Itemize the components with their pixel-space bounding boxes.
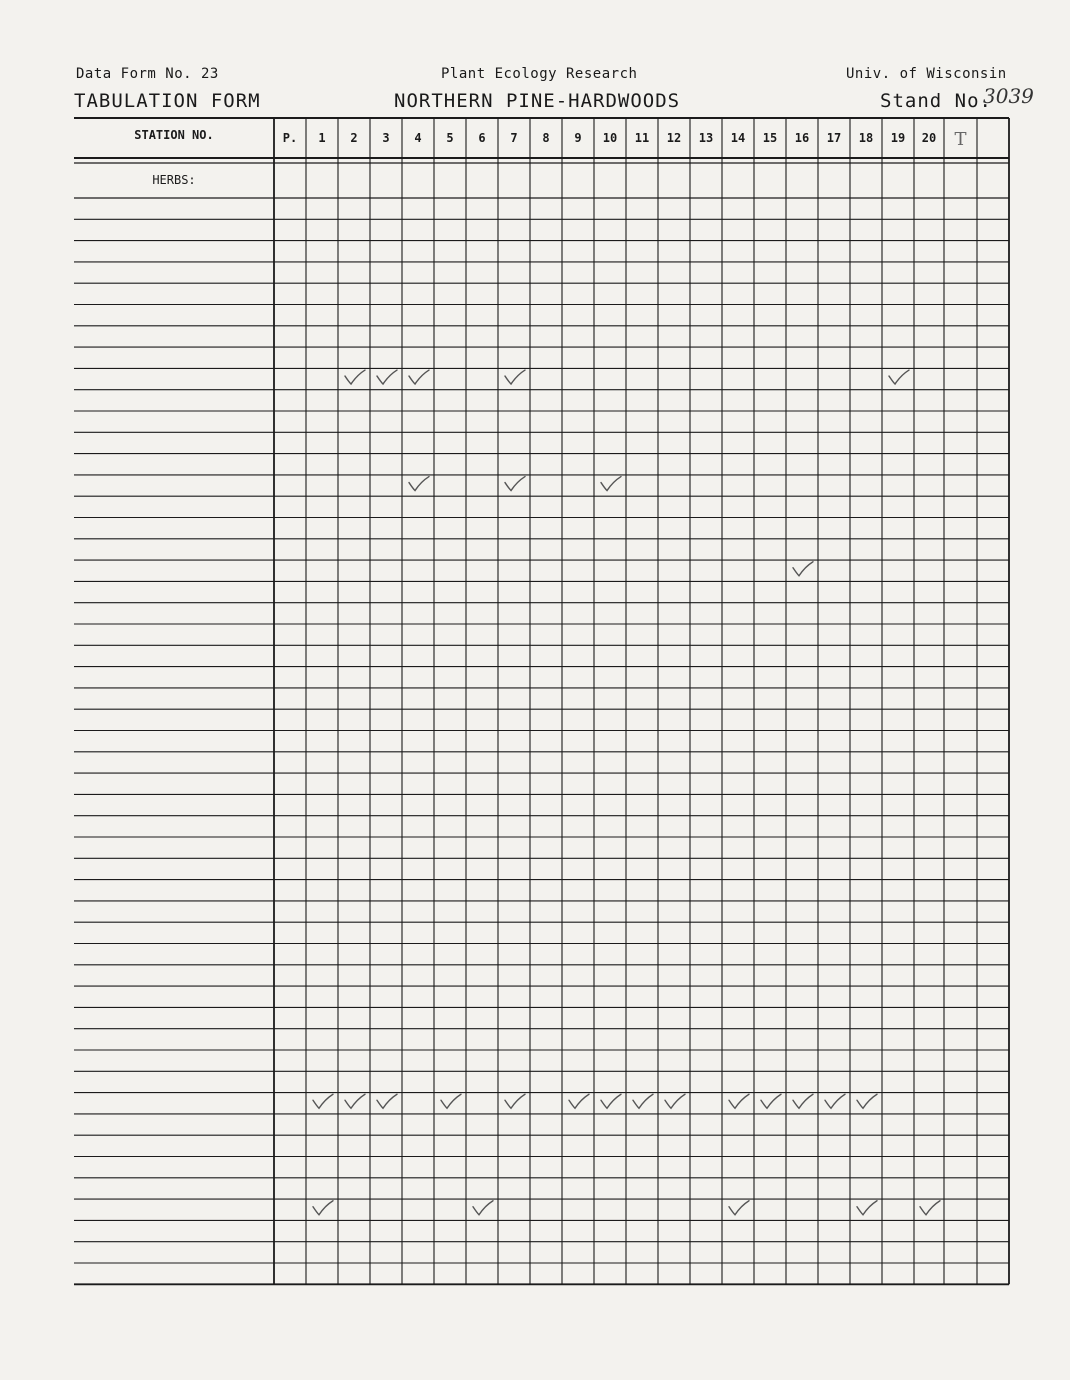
column-header: 6: [478, 131, 486, 145]
check-mark: [345, 370, 365, 384]
check-mark: [505, 477, 525, 491]
check-mark: [665, 1094, 685, 1108]
station-no-label: STATION NO.: [134, 128, 214, 142]
column-header-t: T: [954, 129, 967, 150]
column-header: 8: [542, 131, 550, 145]
column-header: 16: [794, 131, 810, 145]
check-mark: [761, 1094, 781, 1108]
column-header: 3: [382, 131, 390, 145]
form-title: TABULATION FORM: [74, 90, 261, 112]
check-mark: [569, 1094, 589, 1108]
check-mark: [441, 1094, 461, 1108]
herbs-section-label: HERBS:: [152, 173, 196, 187]
column-header: 14: [730, 131, 746, 145]
form-subtitle: NORTHERN PINE-HARDWOODS: [394, 90, 681, 112]
column-header: 20: [921, 131, 937, 145]
check-mark: [601, 1094, 621, 1108]
check-mark: [313, 1201, 333, 1215]
check-mark: [505, 370, 525, 384]
column-header: 5: [446, 131, 454, 145]
check-mark: [857, 1201, 877, 1215]
column-header: 12: [666, 131, 682, 145]
check-mark: [920, 1201, 940, 1215]
column-header: 10: [602, 131, 618, 145]
check-mark: [857, 1094, 877, 1108]
check-mark: [633, 1094, 653, 1108]
check-mark: [377, 370, 397, 384]
column-header: 17: [826, 131, 842, 145]
form-institution: Univ. of Wisconsin: [846, 66, 1007, 82]
column-header: 11: [634, 131, 650, 145]
check-mark: [313, 1094, 333, 1108]
check-mark: [377, 1094, 397, 1108]
check-mark: [345, 1094, 365, 1108]
check-mark: [729, 1201, 749, 1215]
check-mark: [793, 1094, 813, 1108]
column-header: 2: [350, 131, 358, 145]
check-mark: [889, 370, 909, 384]
check-mark: [473, 1201, 493, 1215]
column-header: 18: [858, 131, 874, 145]
form-number: Data Form No. 23: [76, 66, 219, 82]
check-mark: [825, 1094, 845, 1108]
column-header: 7: [510, 131, 518, 145]
column-header: 1: [318, 131, 326, 145]
column-header: 4: [414, 131, 422, 145]
column-header: 15: [762, 131, 778, 145]
column-header: 19: [890, 131, 906, 145]
column-header: 13: [698, 131, 714, 145]
check-mark: [409, 477, 429, 491]
stand-label: Stand No.: [880, 90, 992, 112]
check-mark: [729, 1094, 749, 1108]
check-mark: [601, 477, 621, 491]
check-mark: [505, 1094, 525, 1108]
column-header: 9: [574, 131, 582, 145]
column-header: P.: [282, 131, 298, 145]
check-mark: [409, 370, 429, 384]
stand-number-handwritten: 3039: [983, 84, 1034, 108]
form-subject: Plant Ecology Research: [441, 66, 638, 82]
check-mark: [793, 562, 813, 576]
